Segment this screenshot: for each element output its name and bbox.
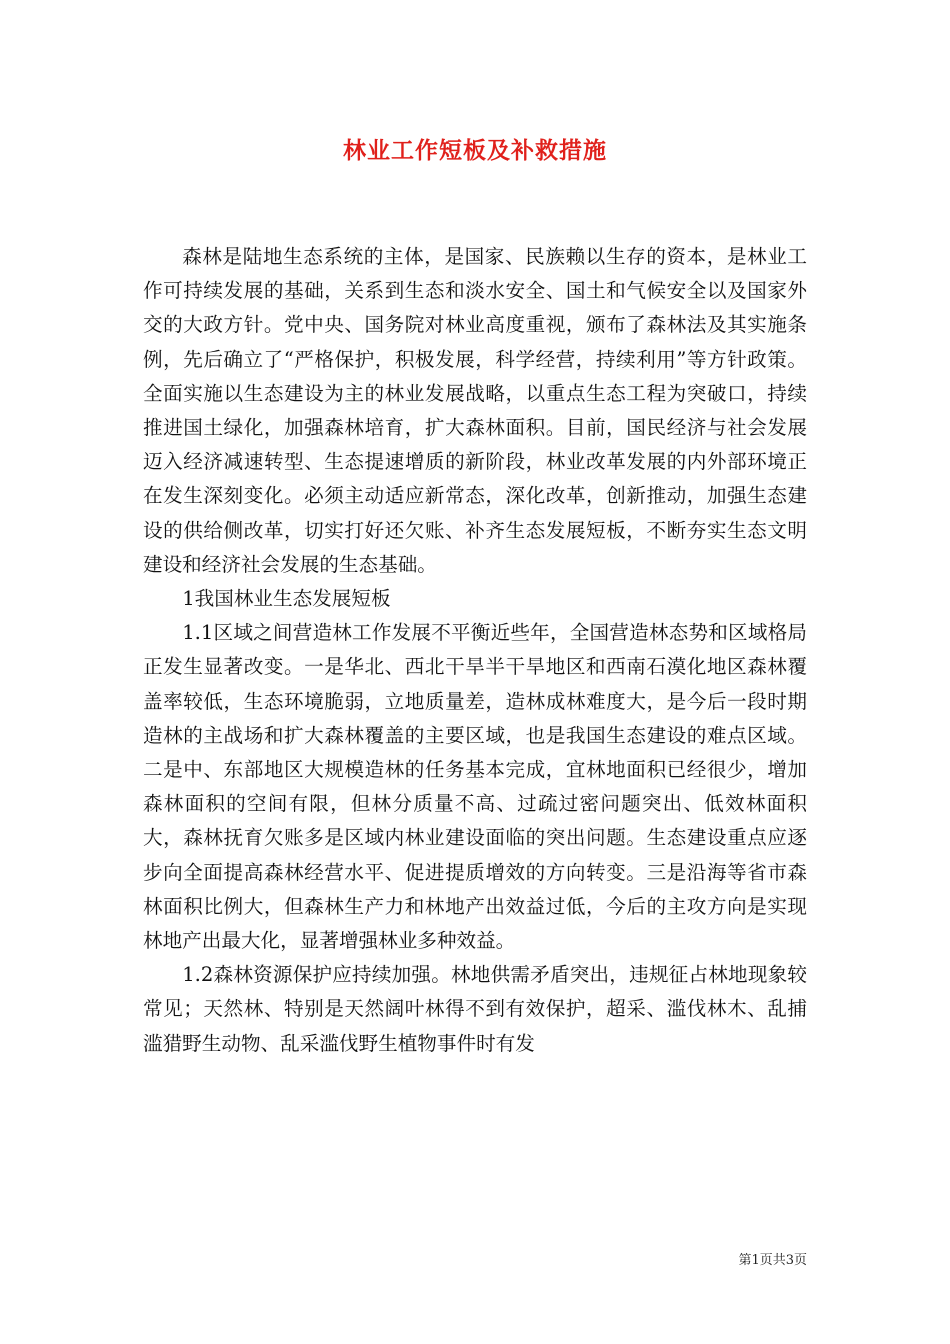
document-body [143, 240, 807, 1061]
page-footer [738, 1252, 807, 1270]
section-heading-1: 1我国林业生态发展短板 [182, 587, 391, 611]
paragraph-1-2: 1.2森林资源保护应持续加强。林地供需矛盾突出，违规征占林地现象较常见；天然林、特别是天然阔叶林得不到有效保护，超采、滥伐林木、乱捕滥猎野生动物、乱采滥伐野生植物事件时有发 [143, 963, 807, 1055]
paragraph-1-1: 1.1区域之间营造林工作发展不平衡近些年，全国营造林态势和区域格局正发生显著改变。一是华北、西北干旱半干旱地区和西南石漠化地区森林覆盖率较低，生态环境脆弱，立地质量差，造林成林难度大，是今后一段时期造林的主战场和扩大森林覆盖的主要区域，也是我国生态建设的难点区域。二是中、东部地区大规模造林的任务基本完成，宜林地面积已经很少，增加森林面积的空间有限，但林分质量不高、过疏过密问题突出、低效林面积大，森林抚育欠账多是区域内林业建设面临的突出问题。生态建设重点应逐步向全面提高森林经营水平、促进提质增效的方向转变。三是沿海等省市森林面积比例大，但森林生产力和林地产出效益过低，今后的主攻方向是实现林地产出最大化，显著增强林业多种效益。 [143, 621, 807, 953]
paragraph-intro: 森林是陆地生态系统的主体，是国家、民族赖以生存的资本，是林业工作可持续发展的基础，关系到生态和淡水安全、国土和气候安全以及国家外交的大政方针。党中央、国务院对林业高度重视，颁布了森林法及其实施条例，先后确立了“严格保护，积极发展，科学经营，持续利用”等方针政策。全面实施以生态建设为主的林业发展战略，以重点生态工程为突破口，持续推进国土绿化，加强森林培育，扩大森林面积。目前，国民经济与社会发展迈入经济减速转型、生态提速增质的新阶段，林业改革发展的内外部环境正在发生深刻变化。必须主动适应新常态，深化改革，创新推动，加强生态建设的供给侧改革，切实打好还欠账、补齐生态发展短板，不断夯实生态文明建设和经济社会发展的生态基础。 [143, 245, 807, 576]
page-number: 第1页共3页 [738, 1253, 807, 1268]
document-title: 林业工作短板及补救措施 [343, 137, 607, 164]
